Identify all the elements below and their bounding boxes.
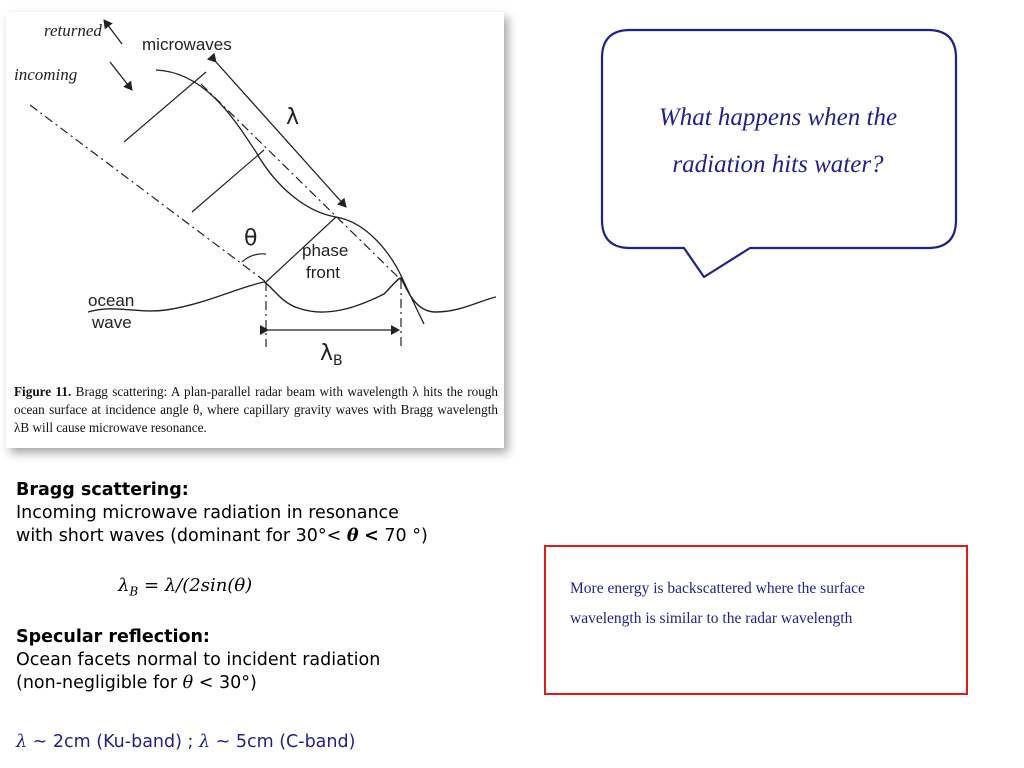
ocean-surface (88, 278, 496, 312)
theta-symbol: θ (346, 526, 359, 546)
label-incoming: incoming (14, 65, 78, 84)
bragg-line-1: Incoming microwave radiation in resonance (16, 503, 399, 523)
incoming-arrow (110, 62, 132, 90)
beam-line-left (30, 105, 266, 282)
beam-line-right (201, 84, 401, 280)
note-text (570, 574, 960, 634)
label-front: front (306, 263, 341, 282)
phase-front-1 (124, 72, 206, 142)
callout-question (610, 94, 946, 188)
specular-line-2: (non-negligible for θ < 30°) (16, 673, 257, 693)
bragg-line-2: with short waves (dominant for 30°< θ < 70 °) (16, 526, 428, 546)
label-returned: returned (44, 21, 102, 40)
specular-section (16, 626, 380, 695)
callout-line-1: What happens when the (658, 104, 898, 131)
note-line-1: More energy is backscattered where the surface (570, 580, 865, 597)
label-wave: wave (92, 313, 132, 332)
note-line-2: wavelength is similar to the radar wavelength (570, 610, 853, 627)
theta-symbol: θ (182, 673, 194, 693)
figure-caption (14, 383, 498, 437)
phase-front-2 (192, 150, 264, 212)
bragg-section (16, 479, 428, 548)
specular-line-1: Ocean facets normal to incident radiation (16, 650, 381, 670)
bragg-figure (6, 12, 504, 448)
band-wavelengths: λ ~ 2cm (Ku-band) ; λ ~ 5cm (C-band) (16, 732, 356, 752)
label-lambda: λ (286, 105, 300, 130)
theta-arc (242, 254, 266, 262)
label-theta: θ (244, 226, 258, 251)
label-phase: phase (302, 241, 349, 260)
bragg-formula: $\lambda_B = \lambda/(2\sin(\theta)$ (118, 575, 253, 599)
specular-title: Specular reflection: (16, 627, 210, 647)
label-microwaves: microwaves (142, 35, 232, 54)
caption-prefix: Figure 11. (14, 384, 72, 399)
label-ocean: ocean (88, 291, 135, 310)
caption-text: Bragg scattering: A plan-parallel radar beam with wavelength λ hits the rough ocean surface at incidence angle θ, where capillary gravity waves with Bragg wavelength λB will cause microwave resonance. (14, 384, 498, 435)
bragg-title: Bragg scattering: (16, 480, 189, 500)
callout-line-2: radiation hits water? (672, 151, 884, 178)
returned-arrow (104, 20, 122, 44)
label-lambda-b: $\lambda_B$ (320, 341, 343, 369)
